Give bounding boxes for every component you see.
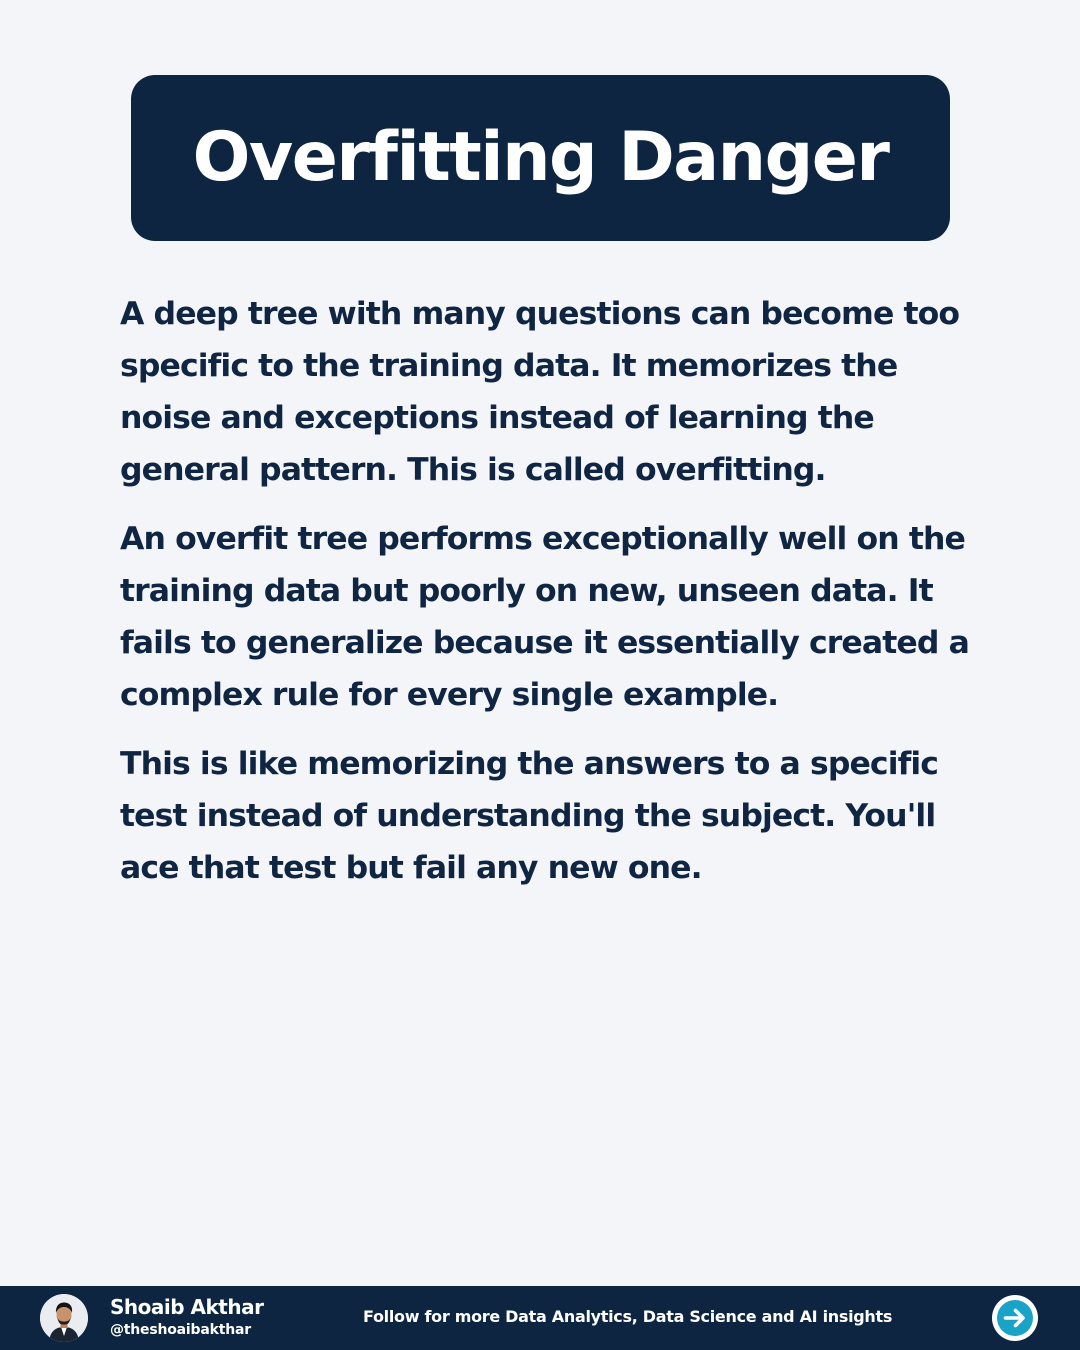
title-banner <box>131 75 950 241</box>
paragraph-2: An overfit tree performs exceptionally well on the training data but poorly on new, unseen data. It fails to generalize because it essentially created a complex rule for every single example. <box>120 521 969 713</box>
next-slide-button[interactable] <box>992 1295 1038 1341</box>
page-title: Overfitting Danger <box>192 118 889 197</box>
author-name: Shoaib Akthar <box>110 1295 264 1319</box>
follow-cta-text: Follow for more Data Analytics, Data Science and AI insights <box>363 1307 893 1326</box>
paragraph-3: This is like memorizing the answers to a specific test instead of understanding the subject. You'll ace that test but fail any new one. <box>120 746 939 886</box>
avatar <box>40 1294 88 1342</box>
author-handle: @theshoaibakthar <box>110 1322 251 1338</box>
arrow-right-circle-icon <box>992 1295 1038 1341</box>
body-text <box>120 288 970 911</box>
footer-bar <box>0 1286 1080 1350</box>
paragraph-1: A deep tree with many questions can become too specific to the training data. It memorizes the noise and exceptions instead of learning the general pattern. This is called overfitting. <box>120 296 960 488</box>
person-icon <box>40 1294 88 1342</box>
